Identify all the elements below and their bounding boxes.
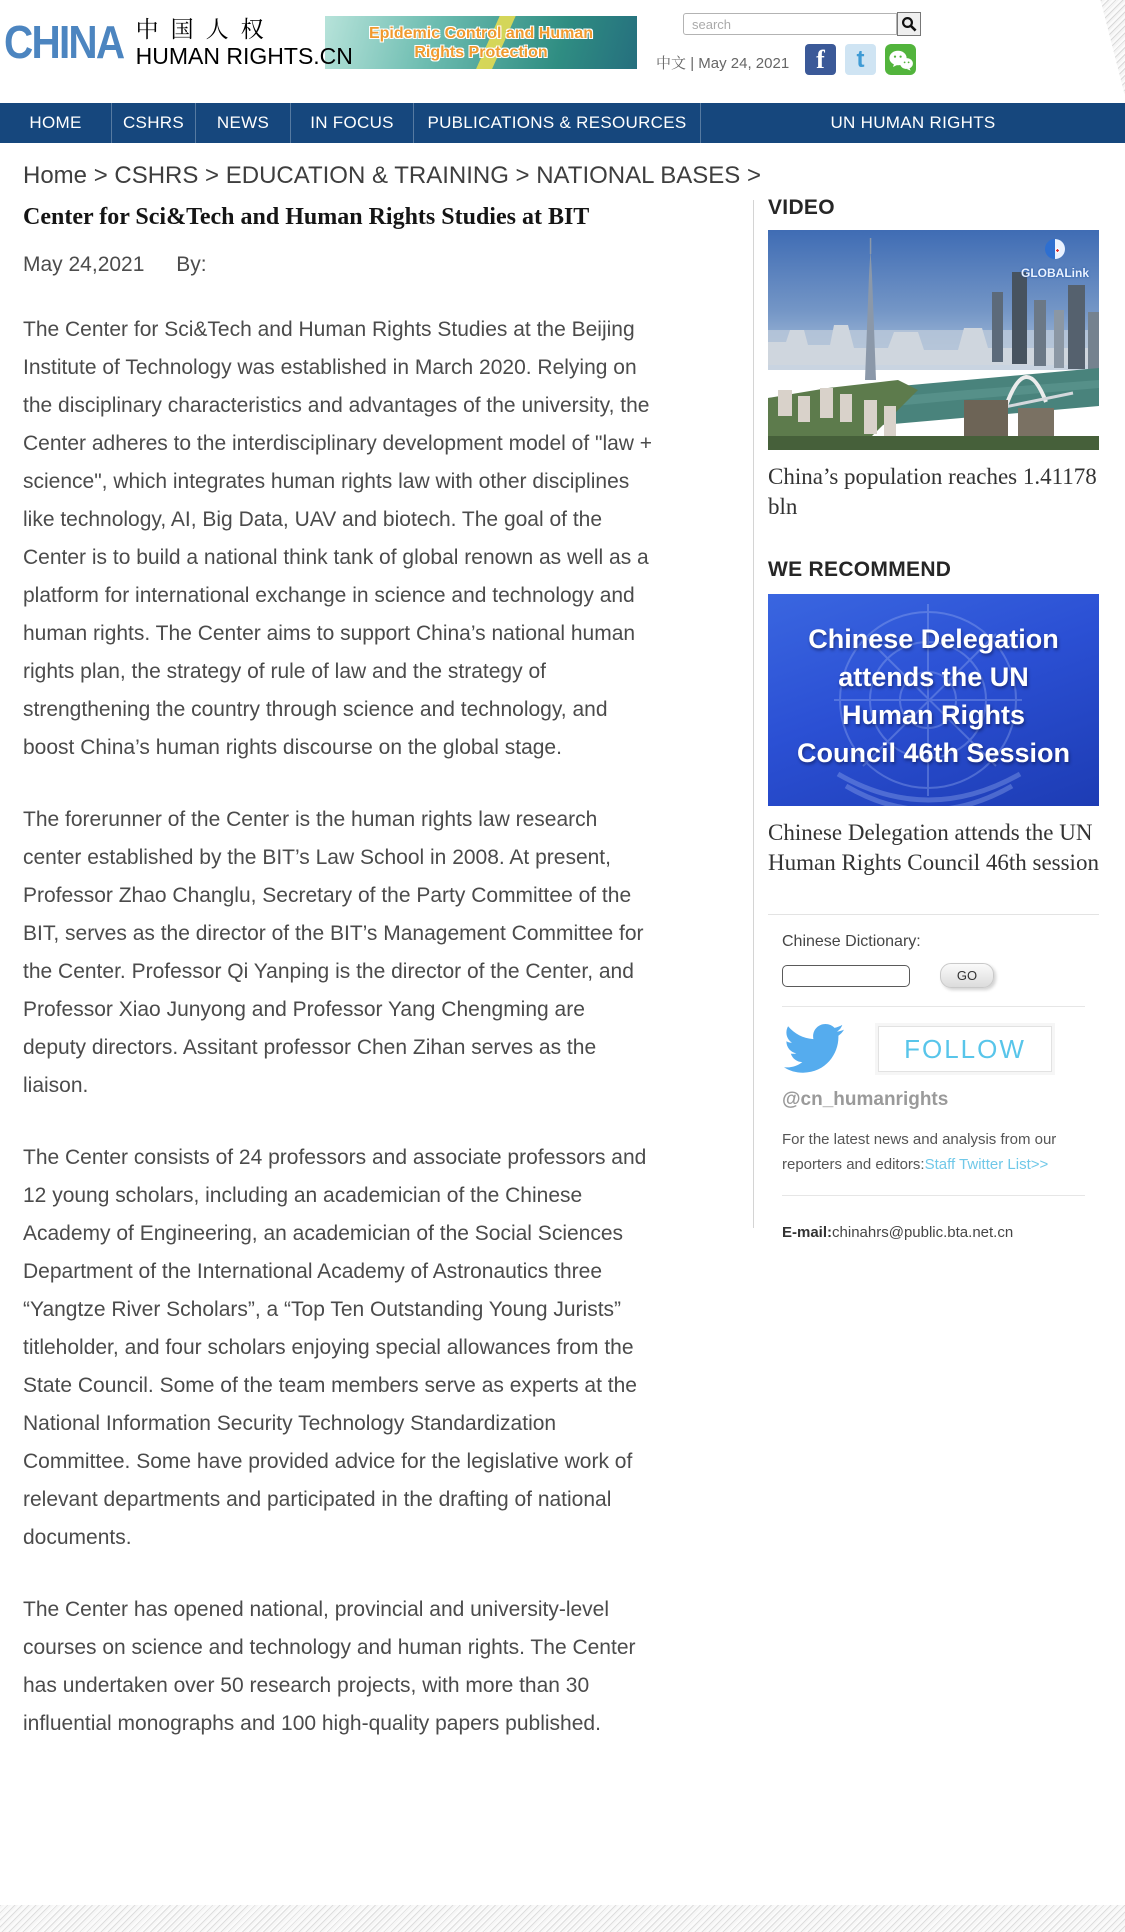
lang-date-separator: | — [690, 55, 695, 72]
article-paragraph-2: The forerunner of the Center is the human rights law research center established by the BIT’s Law School in 2008. At present, Professor Zhao Changlu, Secretary of the Party Committee of the BIT, serves as the director of the BIT’s Management Committee for the Center. Professor Qi Yanping is the director of the Center, and Professor Xiao Junyong and Professor Yang Chengming are deputy directors. Assitant professor Chen Zihan serves as the liaison. — [23, 808, 644, 1097]
sidebar-widgets — [768, 914, 1099, 1241]
nav-item-in-focus[interactable]: IN FOCUS — [291, 103, 414, 143]
lang-date-row — [656, 52, 789, 73]
site-logo[interactable] — [4, 16, 353, 68]
banner-text — [325, 16, 637, 62]
dictionary-go-button[interactable]: GO — [940, 963, 994, 988]
article-paragraph-1: The Center for Sci&Tech and Human Rights Studies at the Beijing Institute of Technology was established in March 2020. Relying on the disciplinary characteristics and advantages of the university, the Center adheres to the interdisciplinary development model of "law + science", which integrates human rights law with other disciplines like technology, AI, Big Data, UAV and biotech. The goal of the Center is to build a national think tank of global renown as well as a platform for international exchange in science and technology and human rights. The Center aims to support China’s national human rights plan, the strategy of rule of law and the strategy of strengthening the country through science and technology, and boost China’s human rights discourse on the global stage. — [23, 318, 653, 759]
language-switch-link[interactable]: 中文 — [656, 55, 687, 72]
recommend-image-text — [768, 620, 1099, 772]
twitter-follow-button[interactable]: FOLLOW — [878, 1026, 1052, 1072]
globalink-label: GLOBALink — [1021, 266, 1089, 280]
dictionary-input[interactable] — [782, 965, 910, 987]
recommend-image-line-4: Council 46th Session — [796, 738, 1071, 768]
twitter-icon[interactable] — [845, 44, 876, 75]
recommend-image-line-2: attends the UN — [838, 662, 1029, 692]
article-paragraph-4: The Center has opened national, provincial and university-level courses on science and technology and human rights. The Center has undertaken over 50 research projects, with more than 30 influential monographs and 100 high-quality papers published. — [23, 1598, 636, 1735]
globalink-globe-icon — [1044, 238, 1066, 260]
recommend-image-line-1: Chinese Delegation — [808, 624, 1059, 654]
sidebar — [768, 196, 1099, 1241]
header-date: May 24, 2021 — [698, 55, 790, 72]
video-section-heading: VIDEO — [768, 196, 835, 219]
logo-china-text: CHINA — [4, 16, 124, 68]
recommend-image-line-3: Human Rights — [841, 700, 1025, 730]
social-icons — [805, 44, 916, 75]
contact-email-row — [782, 1224, 1085, 1241]
nav-item-publications-resources[interactable]: PUBLICATIONS & RESOURCES — [414, 103, 701, 143]
facebook-icon[interactable] — [805, 44, 836, 75]
logo-right-block — [136, 16, 353, 68]
twitter-blurb — [782, 1127, 1085, 1177]
twitter-blurb-text: For the latest news and analysis from our reporters and editors: — [782, 1131, 1057, 1173]
nav-item-news[interactable]: NEWS — [196, 103, 291, 143]
epidemic-banner[interactable] — [325, 16, 637, 69]
search-bar — [683, 12, 921, 36]
search-input[interactable] — [683, 13, 897, 35]
nav-item-un-human-rights[interactable]: UN HUMAN RIGHTS — [830, 113, 996, 132]
article-byline: By: — [176, 253, 207, 276]
page-title: Center for Sci&Tech and Human Rights Studies at BIT — [23, 204, 590, 230]
logo-chinese-characters: 中国人权 — [135, 16, 276, 42]
staff-twitter-list-link[interactable]: Staff Twitter List>> — [924, 1156, 1049, 1173]
breadcrumb[interactable]: Home > CSHRS > EDUCATION & TRAINING > NATIONAL BASES > — [23, 162, 761, 189]
logo-subtitle: HUMAN RIGHTS.CN — [135, 43, 353, 69]
article — [23, 196, 653, 1743]
twitter-handle[interactable]: @cn_humanrights — [782, 1089, 949, 1110]
recommend-caption-link[interactable]: Chinese Delegation attends the UN Human Rights Council 46th session — [768, 820, 1099, 875]
nav-item-cshrs[interactable]: CSHRS — [112, 103, 196, 143]
article-meta-row — [23, 253, 653, 277]
main-nav — [0, 103, 1125, 143]
video-thumbnail[interactable] — [768, 230, 1099, 450]
wechat-icon[interactable] — [885, 44, 916, 75]
globalink-logo — [1021, 238, 1089, 280]
column-divider — [753, 200, 754, 1228]
widget-divider-2 — [782, 1195, 1085, 1196]
nav-item-home[interactable]: HOME — [0, 103, 112, 143]
article-date: May 24,2021 — [23, 253, 145, 276]
chinese-dictionary-row — [782, 963, 1085, 988]
search-icon — [901, 16, 917, 32]
banner-line-1: Epidemic Control and Human — [368, 25, 593, 42]
video-caption-link[interactable]: China’s population reaches 1.41178 bln — [768, 464, 1097, 519]
email-value: chinahrs@public.bta.net.cn — [832, 1224, 1014, 1241]
banner-line-2: Rights Protection — [414, 44, 548, 61]
facebook-glyph: f — [816, 45, 825, 74]
chinese-dictionary-label: Chinese Dictionary: — [782, 933, 921, 950]
widget-divider-1 — [782, 1006, 1085, 1007]
recommend-thumbnail[interactable] — [768, 594, 1099, 806]
email-label: E-mail: — [782, 1224, 833, 1241]
recommend-section-heading: WE RECOMMEND — [768, 558, 952, 581]
article-paragraph-3: The Center consists of 24 professors and associate professors and 12 young scholars, including an academician of the Chinese Academy of Engineering, an academician of the Social Sciences Department of the International Academy of Astronautics three “Yangtze River Scholars”, a “Top Ten Outstanding Young Jurists” titleholder, and four scholars enjoying special allowances from the State Council. Some of the team members serve as experts at the National Information Security Technology Standardization Committee. Some have provided advice for the legislative work of relevant departments and participated in the drafting of national documents. — [23, 1146, 647, 1549]
twitter-glyph: t — [856, 45, 865, 73]
wechat-bubbles-icon — [887, 48, 914, 72]
search-button[interactable] — [897, 12, 921, 36]
twitter-follow-row — [782, 1023, 1085, 1075]
twitter-bird-icon[interactable] — [782, 1023, 846, 1075]
